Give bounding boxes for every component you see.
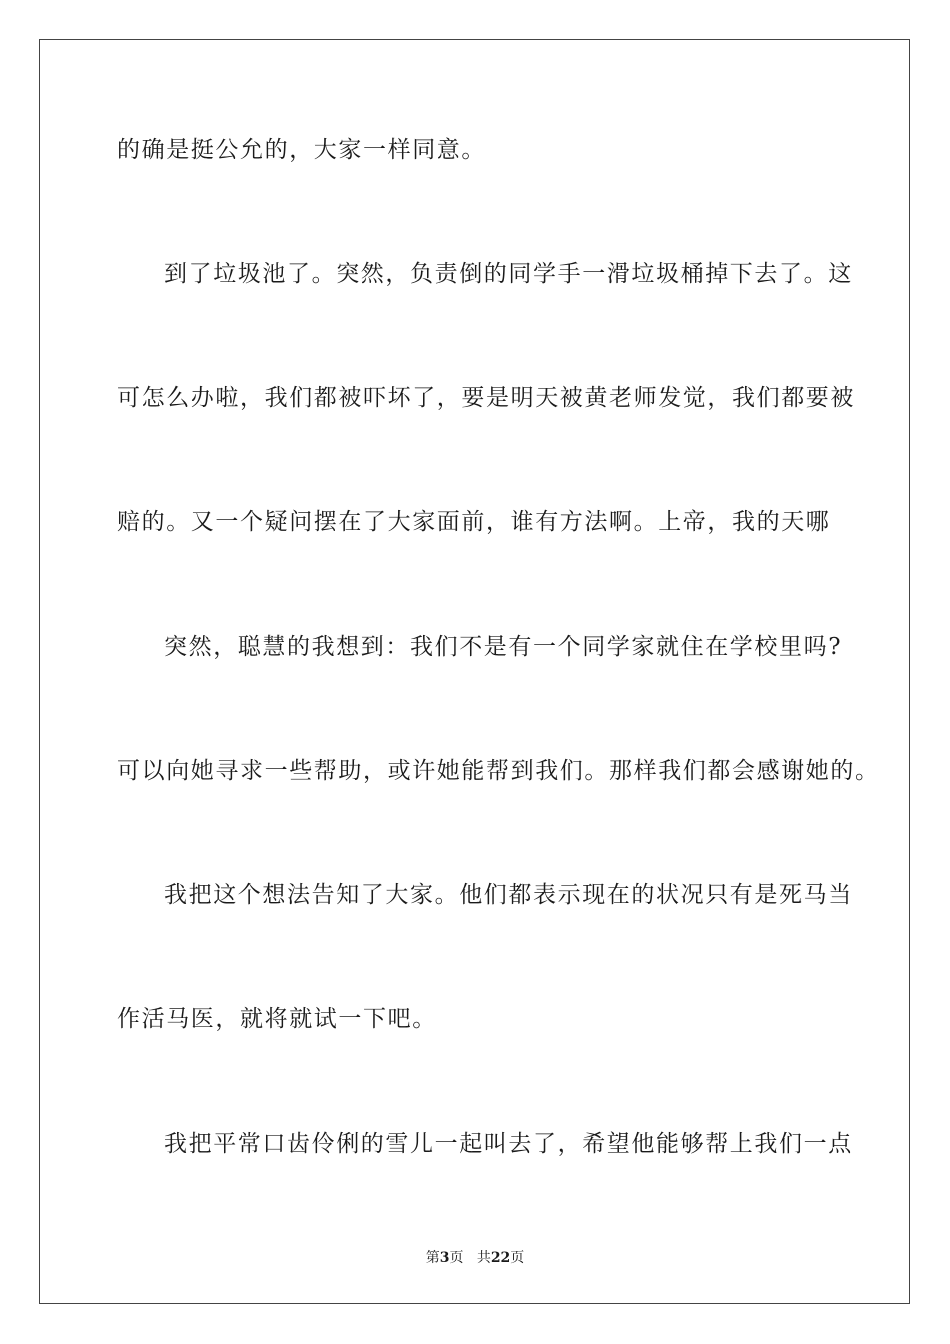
total-pages: 22 (490, 1250, 511, 1266)
text-line: 的确是挺公允的，大家一样同意。 (117, 137, 486, 163)
text-line: 到了垃圾池了。突然，负责倒的同学手一滑垃圾桶掉下去了。这 (164, 261, 853, 287)
page-number: 3 (439, 1250, 450, 1266)
text-line: 我把这个想法告知了大家。他们都表示现在的状况只有是死马当 (164, 882, 853, 908)
text-line: 作活马医，就将就试一下吧。 (117, 1006, 437, 1032)
total-suffix: 页 (510, 1250, 525, 1266)
text-line: 突然，聪慧的我想到：我们不是有一个同学家就住在学校里吗? (164, 634, 843, 660)
text-line: 赔的。又一个疑问摆在了大家面前，谁有方法啊。上帝，我的天哪 (117, 509, 831, 535)
text-line: 可以向她寻求一些帮助，或许她能帮到我们。那样我们都会感谢她的。 (117, 758, 880, 784)
text-line: 可怎么办啦，我们都被吓坏了，要是明天被黄老师发觉，我们都要被 (117, 385, 855, 411)
text-line: 我把平常口齿伶俐的雪儿一起叫去了，希望他能够帮上我们一点 (164, 1131, 853, 1157)
page-border (39, 39, 910, 1304)
page-suffix: 页 (449, 1250, 464, 1266)
total-prefix: 共 (476, 1250, 491, 1266)
page-footer (0, 1249, 950, 1267)
page-prefix: 第 (425, 1250, 440, 1266)
